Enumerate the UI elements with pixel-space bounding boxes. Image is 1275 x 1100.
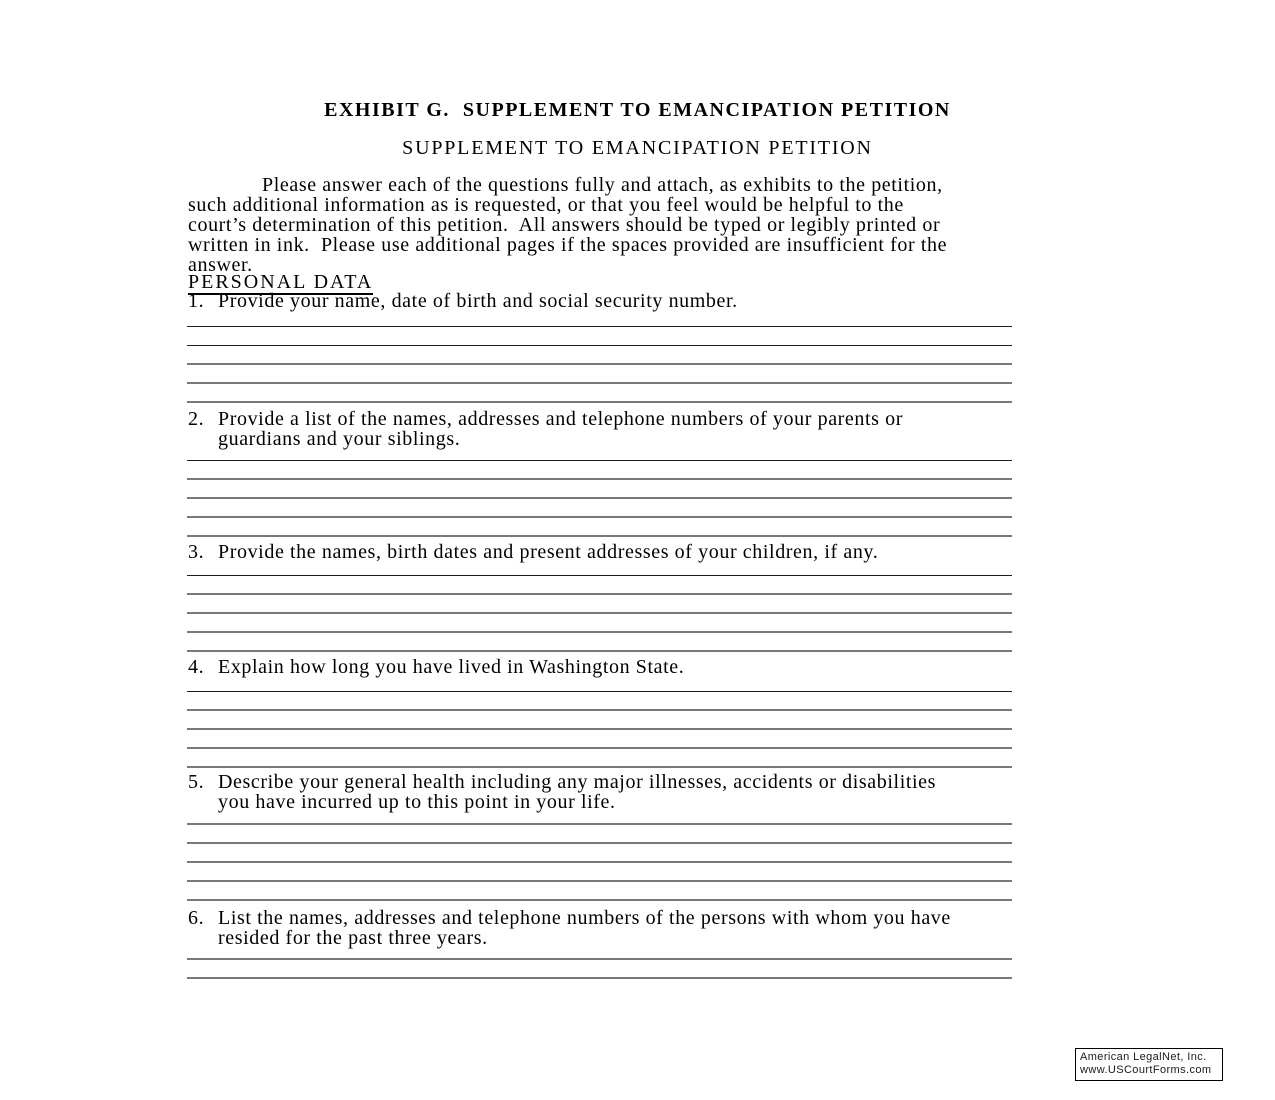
answer-lines bbox=[187, 308, 1012, 403]
answer-line bbox=[187, 730, 1012, 749]
answer-line bbox=[187, 461, 1012, 480]
section-heading-text: PERSONAL DATA bbox=[188, 271, 374, 293]
answer-line bbox=[187, 576, 1012, 595]
question-number: 2. bbox=[188, 408, 205, 430]
answer-line bbox=[187, 557, 1012, 576]
answer-lines bbox=[187, 673, 1012, 768]
answer-line bbox=[187, 960, 1012, 979]
question-text-line: Provide your name, date of birth and social security number. bbox=[218, 290, 738, 312]
intro-line: written in ink. Please use additional pages if the spaces provided are insufficient for the bbox=[188, 234, 948, 256]
document-title: EXHIBIT G. SUPPLEMENT TO EMANCIPATION PETITION bbox=[324, 99, 951, 121]
question-text-line: you have incurred up to this point in your life. bbox=[218, 791, 616, 813]
legalnet-stamp bbox=[1075, 1048, 1223, 1081]
answer-line bbox=[187, 633, 1012, 652]
answer-line bbox=[187, 365, 1012, 384]
question-number: 1. bbox=[188, 290, 205, 312]
intro-line: answer. bbox=[188, 254, 253, 276]
answer-line bbox=[187, 499, 1012, 518]
answer-line bbox=[187, 941, 1012, 960]
intro-line: such additional information as is requested, or that you feel would be helpful to the bbox=[188, 194, 904, 216]
answer-line bbox=[187, 806, 1012, 825]
document-subtitle: SUPPLEMENT TO EMANCIPATION PETITION bbox=[402, 137, 873, 159]
answer-line bbox=[187, 595, 1012, 614]
answer-lines bbox=[187, 806, 1012, 901]
answer-line bbox=[187, 327, 1012, 346]
question-number: 6. bbox=[188, 907, 205, 929]
answer-line bbox=[187, 882, 1012, 901]
answer-line bbox=[187, 384, 1012, 403]
answer-line bbox=[187, 442, 1012, 461]
answer-line bbox=[187, 673, 1012, 692]
answer-line bbox=[187, 844, 1012, 863]
intro-paragraph bbox=[188, 175, 1083, 275]
answer-line bbox=[187, 863, 1012, 882]
answer-line bbox=[187, 518, 1012, 537]
question-number: 5. bbox=[188, 771, 205, 793]
footer-url: www.USCourtForms.com bbox=[1080, 1064, 1212, 1076]
question-text-line: List the names, addresses and telephone numbers of the persons with whom you have bbox=[218, 907, 951, 929]
answer-line bbox=[187, 749, 1012, 768]
question-text-line: Provide a list of the names, addresses and telephone numbers of your parents or bbox=[218, 408, 904, 430]
question-text-line: guardians and your siblings. bbox=[218, 428, 461, 450]
answer-line bbox=[187, 825, 1012, 844]
question-number: 4. bbox=[188, 656, 205, 678]
answer-line bbox=[187, 480, 1012, 499]
answer-line bbox=[187, 692, 1012, 711]
question-number: 3. bbox=[188, 541, 205, 563]
question-text-line: Describe your general health including any major illnesses, accidents or disabilities bbox=[218, 771, 937, 793]
answer-line bbox=[187, 308, 1012, 327]
answer-lines bbox=[187, 442, 1012, 537]
intro-line: Please answer each of the questions fully and attach, as exhibits to the petition, bbox=[262, 174, 943, 196]
answer-line bbox=[187, 614, 1012, 633]
answer-line bbox=[187, 711, 1012, 730]
footer-company: American LegalNet, Inc. bbox=[1080, 1051, 1207, 1063]
answer-lines bbox=[187, 941, 1012, 979]
intro-line: court’s determination of this petition. All answers should be typed or legibly printed or bbox=[188, 214, 941, 236]
question-text-line: Explain how long you have lived in Washington State. bbox=[218, 656, 685, 678]
answer-line bbox=[187, 346, 1012, 365]
question-text-line: resided for the past three years. bbox=[218, 927, 488, 949]
answer-lines bbox=[187, 557, 1012, 652]
question-text-line: Provide the names, birth dates and present addresses of your children, if any. bbox=[218, 541, 879, 563]
